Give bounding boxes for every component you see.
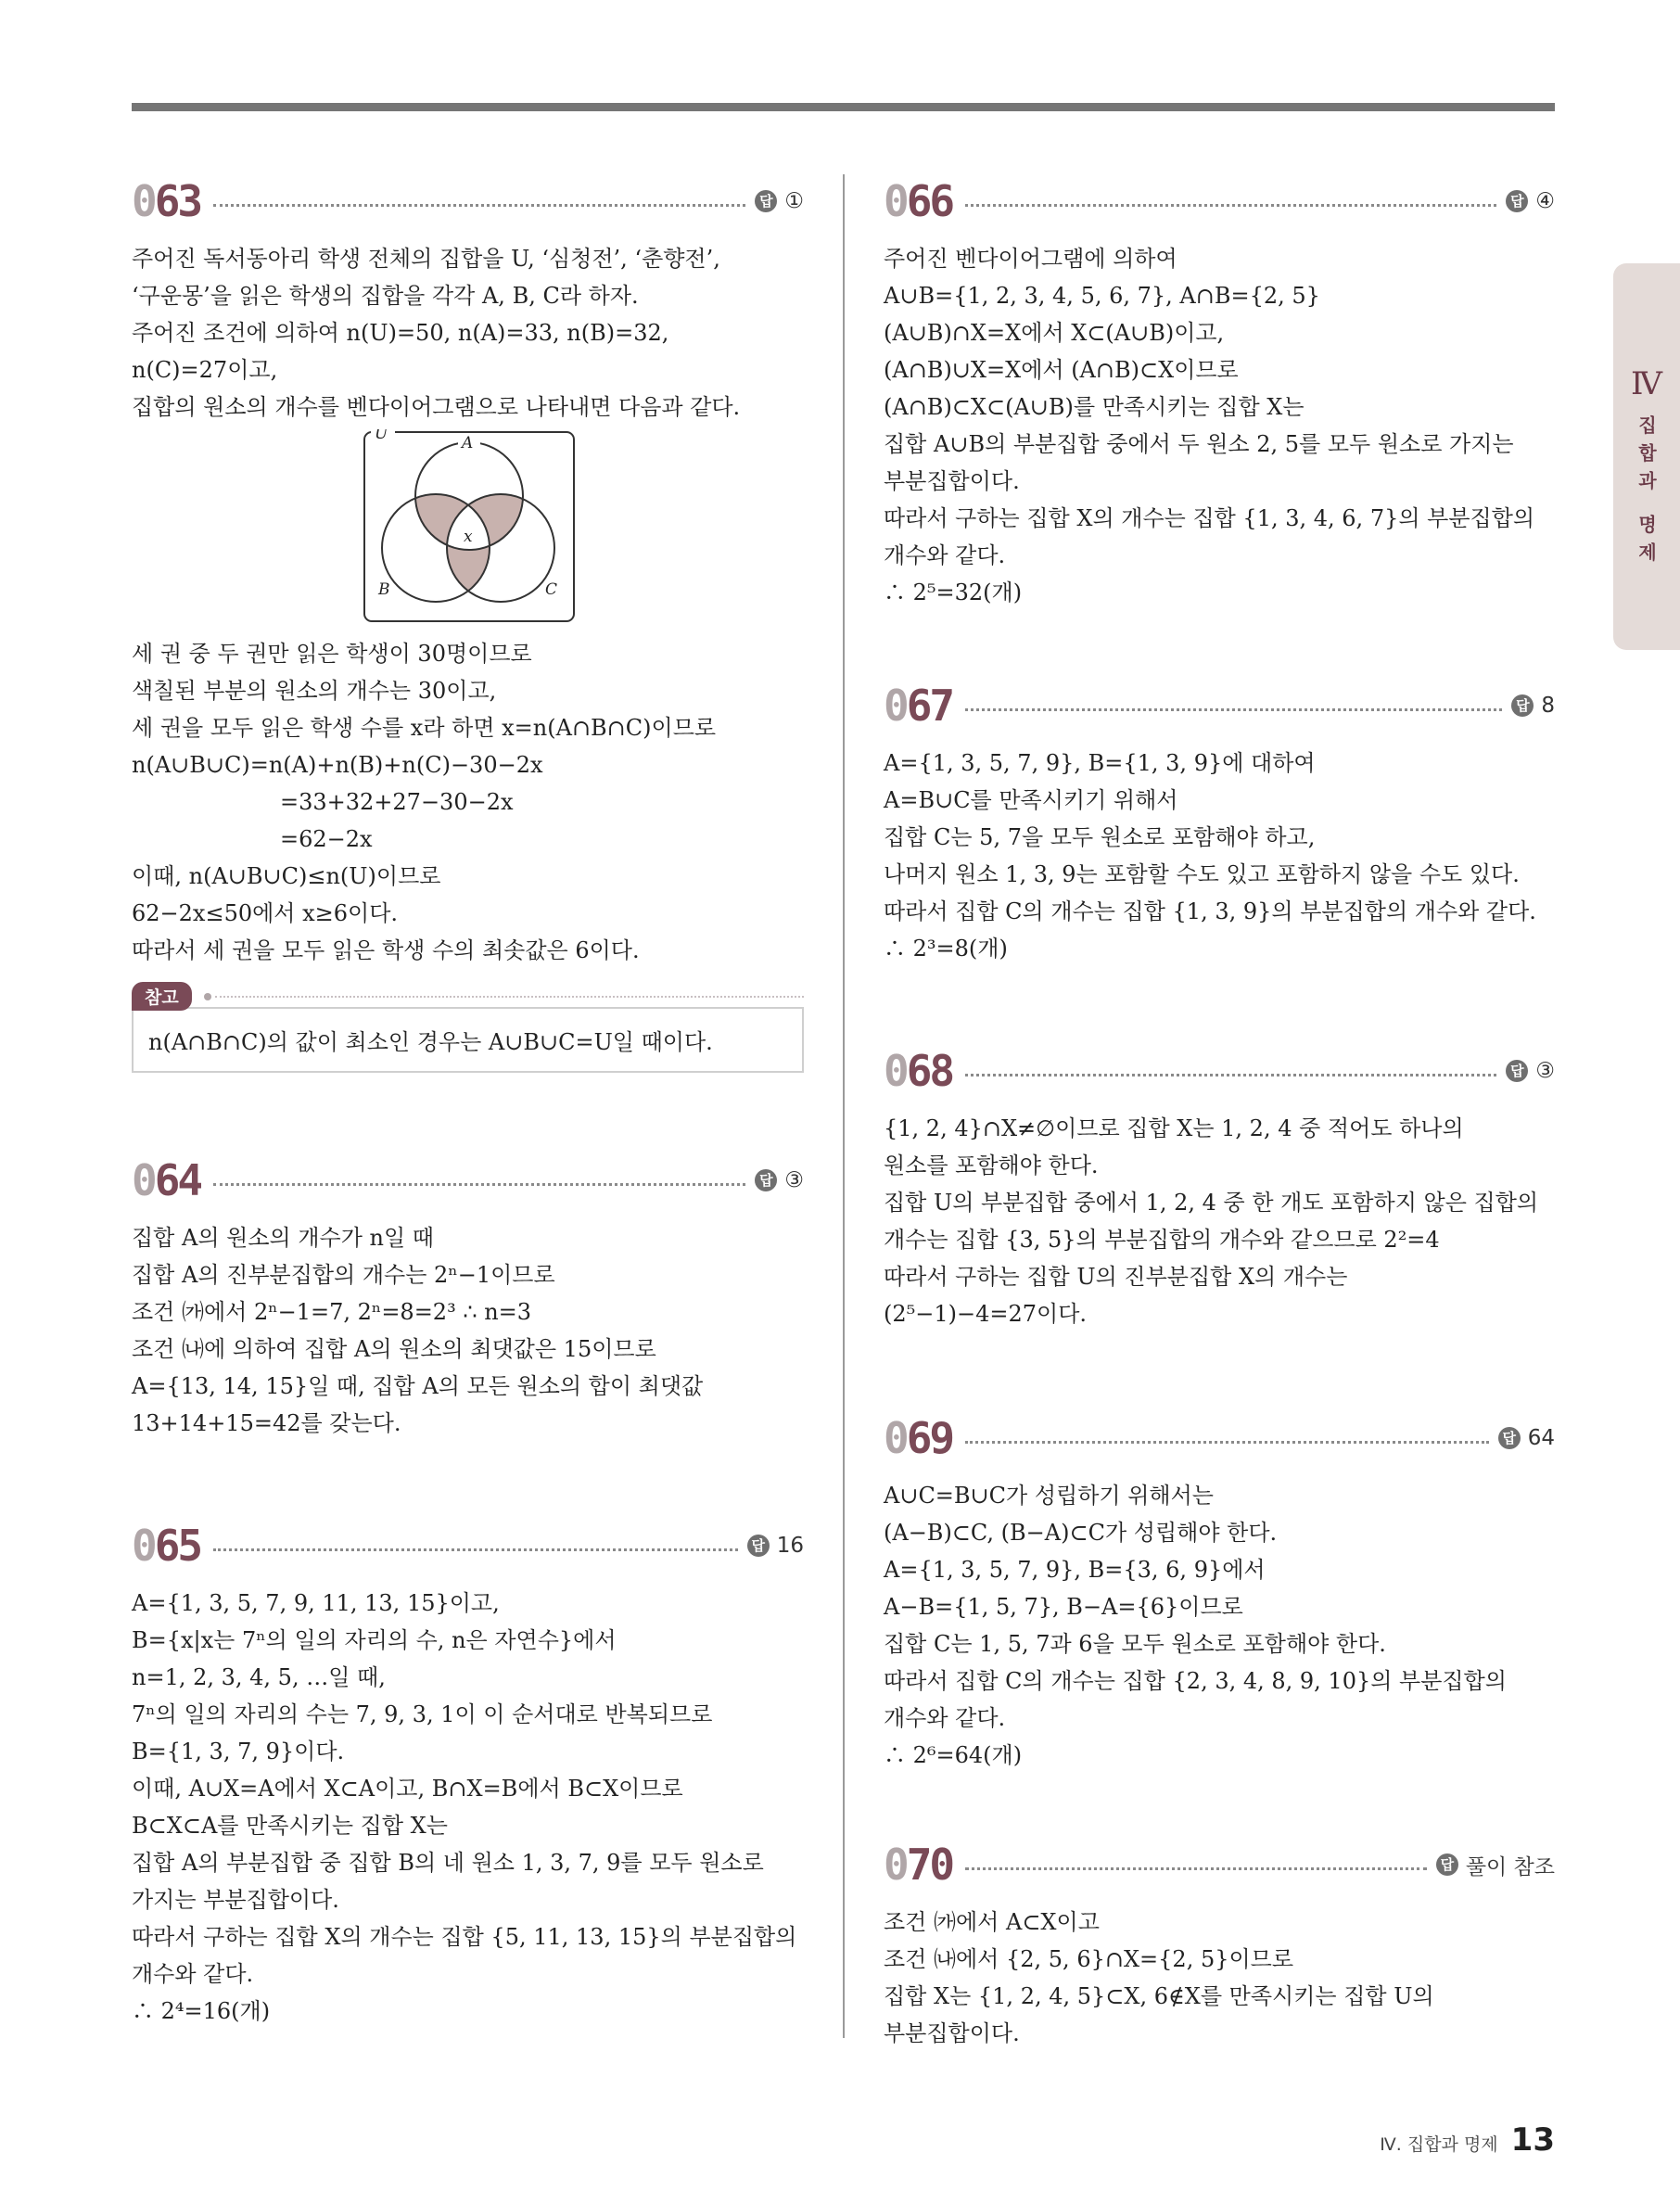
right-column (884, 172, 1555, 2052)
problem-header (884, 172, 1555, 231)
solution-line: (A−B)⊂C, (B−A)⊂C가 성립해야 한다. (884, 1520, 1278, 1546)
solution-line: 집합 A∪B의 부분집합 중에서 두 원소 2, 5를 모두 원소로 가지는 (884, 431, 1514, 457)
solution-line: 조건 ㈎에서 2ⁿ−1=7, 2ⁿ=8=2³ ∴ n=3 (132, 1299, 532, 1325)
solution-line: ‘구운몽’을 읽은 학생의 집합을 각각 A, B, C라 하자. (132, 283, 639, 309)
problem-header (132, 1151, 804, 1210)
solution-line: (A∩B)⊂X⊂(A∪B)를 만족시키는 집합 X는 (884, 394, 1305, 420)
solution-line: A={1, 3, 5, 7, 9}, B={1, 3, 9}에 대하여 (884, 750, 1316, 776)
chapter-roman-numeral: Ⅳ (1631, 365, 1662, 402)
solution-line: 개수는 집합 {3, 5}의 부분집합의 개수와 같으므로 2²=4 (884, 1227, 1440, 1253)
solution-line: 주어진 벤다이어그램에 의하여 (884, 246, 1177, 272)
label-b: B (378, 580, 390, 599)
answer-badge-icon: 답 (755, 190, 777, 212)
solution-body (132, 240, 804, 1073)
left-column (132, 172, 804, 2030)
solution-line: 따라서 구하는 집합 X의 개수는 집합 {1, 3, 4, 6, 7}의 부분집합의 (884, 505, 1535, 531)
solution-body (884, 240, 1555, 611)
answer (1436, 1850, 1555, 1880)
problem-number: 064 (132, 1155, 201, 1205)
solution-line: B⊂X⊂A를 만족시키는 집합 X는 (132, 1813, 448, 1839)
solution-line: 집합 A의 원소의 개수가 n일 때 (132, 1225, 434, 1251)
solution-line: 부분집합이다. (884, 2020, 1020, 2046)
answer (755, 1168, 804, 1192)
solution-line: A∪B={1, 2, 3, 4, 5, 6, 7}, A∩B={2, 5} (884, 283, 1320, 309)
solution-line: (A∪B)∩X=X에서 X⊂(A∪B)이고, (884, 320, 1225, 346)
dotted-leader (965, 1441, 1489, 1444)
solution-line: A=B∪C를 만족시키기 위해서 (884, 787, 1178, 813)
solution-line: 부분집합이다. (884, 468, 1020, 494)
solution-line: 따라서 구하는 집합 U의 진부분집합 X의 개수는 (884, 1264, 1348, 1290)
solution-line: 개수와 같다. (884, 1705, 1006, 1731)
answer (1506, 1059, 1555, 1083)
solution-body (132, 1585, 804, 2030)
solution-line: 조건 ㈎에서 A⊂X이고 (884, 1909, 1100, 1935)
solution-line: A={1, 3, 5, 7, 9}, B={3, 6, 9}에서 (884, 1557, 1266, 1583)
problem-header (132, 172, 804, 231)
solution-line: {1, 2, 4}∩X≠∅이므로 집합 X는 1, 2, 4 중 적어도 하나의 (884, 1115, 1464, 1141)
answer-value: ③ (784, 1168, 804, 1192)
answer-badge-icon: 답 (1506, 1060, 1528, 1082)
answer-value: 64 (1527, 1426, 1555, 1450)
problem-068 (884, 1041, 1555, 1332)
solution-body (884, 1110, 1555, 1332)
answer-badge-icon: 답 (1436, 1853, 1458, 1876)
solution-line: 집합 A의 부분집합 중 집합 B의 네 원소 1, 3, 7, 9를 모두 원소로 (132, 1850, 764, 1876)
solution-line: 색칠된 부분의 원소의 개수는 30이고, (132, 678, 497, 704)
solution-line: 따라서 집합 C의 개수는 집합 {1, 3, 9}의 부분집합의 개수와 같다. (884, 898, 1536, 924)
solution-line: 세 권을 모두 읽은 학생 수를 x라 하면 x=n(A∩B∩C)이므로 (132, 715, 717, 741)
dotted-leader (965, 708, 1502, 711)
note-box (132, 982, 804, 1073)
answer-badge-icon: 답 (1498, 1427, 1521, 1449)
solution-line: 62−2x≤50에서 x≥6이다. (132, 900, 399, 926)
solution-line: 집합 C는 1, 5, 7과 6을 모두 원소로 포함해야 한다. (884, 1631, 1386, 1657)
solution-line: 집합 A의 진부분집합의 개수는 2ⁿ−1이므로 (132, 1262, 555, 1288)
solution-line: A={13, 14, 15}일 때, 집합 A의 모든 원소의 합이 최댓값 (132, 1373, 704, 1399)
solution-line: 따라서 구하는 집합 X의 개수는 집합 {5, 11, 13, 15}의 부분집합의 (132, 1924, 797, 1950)
problem-066 (884, 172, 1555, 611)
solution-line: A={1, 3, 5, 7, 9, 11, 13, 15}이고, (132, 1590, 500, 1616)
label-c: C (545, 580, 558, 599)
answer (1498, 1426, 1555, 1450)
problem-070 (884, 1835, 1555, 2052)
dotted-leader (213, 204, 745, 207)
answer-badge-icon: 답 (1506, 190, 1528, 212)
solution-line: 조건 ㈏에 의하여 집합 A의 원소의 최댓값은 15이므로 (132, 1336, 656, 1362)
solution-line: A∪C=B∪C가 성립하기 위해서는 (884, 1483, 1214, 1509)
answer-value: ① (784, 189, 804, 213)
solution-line: (A∩B)∪X=X에서 (A∩B)⊂X이므로 (884, 357, 1239, 383)
solution-line: 주어진 조건에 의하여 n(U)=50, n(A)=33, n(B)=32, (132, 320, 669, 346)
answer (747, 1534, 804, 1558)
note-dotted-line (215, 996, 804, 998)
page-number: 13 (1510, 2121, 1555, 2159)
answer (1511, 694, 1555, 718)
dotted-leader (965, 1867, 1427, 1870)
label-x: x (464, 528, 473, 546)
solution-line: 집합 U의 부분집합 중에서 1, 2, 4 중 한 개도 포함하지 않은 집합의 (884, 1190, 1539, 1216)
problem-number: 070 (884, 1840, 953, 1890)
answer-badge-icon: 답 (1511, 694, 1534, 717)
solution-body (884, 1477, 1555, 1774)
solution-line: n(C)=27이고, (132, 357, 278, 383)
chapter-title-vertical: 집합과 명제 (1635, 415, 1658, 570)
problem-063 (132, 172, 804, 1073)
solution-line: B={1, 3, 7, 9}이다. (132, 1739, 345, 1764)
solution-body (884, 745, 1555, 967)
problem-number: 063 (132, 176, 201, 226)
solution-line: 가지는 부분집합이다. (132, 1887, 339, 1913)
problem-067 (884, 676, 1555, 967)
solution-line: A−B={1, 5, 7}, B−A={6}이므로 (884, 1594, 1243, 1620)
solution-line: ∴ 2⁴=16(개) (132, 1998, 271, 2024)
problem-number: 065 (132, 1521, 201, 1571)
solution-line: 세 권 중 두 권만 읽은 학생이 30명이므로 (132, 641, 532, 667)
answer-value: ③ (1535, 1059, 1555, 1083)
solution-line: n(A∪B∪C)=n(A)+n(B)+n(C)−30−2x (132, 752, 543, 778)
solution-line: 이때, n(A∪B∪C)≤n(U)이므로 (132, 863, 441, 889)
solution-line: 주어진 독서동아리 학생 전체의 집합을 U, ‘심청전’, ‘춘향전’, (132, 246, 720, 272)
solution-line: 조건 ㈏에서 {2, 5, 6}∩X={2, 5}이므로 (884, 1946, 1294, 1972)
problem-number: 066 (884, 176, 953, 226)
problem-064 (132, 1151, 804, 1442)
answer-value: 8 (1541, 694, 1555, 718)
solution-line: =33+32+27−30−2x (280, 789, 514, 815)
solution-body (884, 1904, 1555, 2052)
solution-line: 원소를 포함해야 한다. (884, 1153, 1099, 1178)
footer-chapter: Ⅳ. 집합과 명제 (1380, 2134, 1498, 2155)
note-tag: 참고 (132, 982, 192, 1011)
answer-value: ④ (1535, 189, 1555, 213)
solution-line: 집합 C는 5, 7을 모두 원소로 포함해야 하고, (884, 824, 1316, 850)
solution-line: =62−2x (280, 826, 373, 852)
answer-badge-icon: 답 (747, 1535, 770, 1557)
answer (755, 189, 804, 213)
solution-line: ∴ 2⁵=32(개) (884, 580, 1023, 605)
solution-line: 이때, A∪X=A에서 X⊂A이고, B∩X=B에서 B⊂X이므로 (132, 1776, 683, 1802)
solution-line: 집합의 원소의 개수를 벤다이어그램으로 나타내면 다음과 같다. (132, 394, 741, 420)
solution-line: B={x|x는 7ⁿ의 일의 자리의 수, n은 자연수}에서 (132, 1627, 617, 1653)
label-a: A (462, 434, 474, 452)
solution-body (132, 1219, 804, 1442)
dotted-leader (213, 1548, 738, 1551)
solution-line: 따라서 집합 C의 개수는 집합 {2, 3, 4, 8, 9, 10}의 부분집합의 (884, 1668, 1507, 1694)
solution-line: ∴ 2³=8(개) (884, 936, 1008, 962)
answer-value: 16 (776, 1534, 804, 1558)
answer (1506, 189, 1555, 213)
solution-line: 13+14+15=42를 갖는다. (132, 1410, 401, 1436)
solution-line: n=1, 2, 3, 4, 5, …일 때, (132, 1664, 386, 1690)
note-text: n(A∩B∩C)의 값이 최소인 경우는 A∪B∪C=U일 때이다. (132, 1007, 804, 1073)
note-dot-icon (204, 993, 211, 1000)
problem-number: 069 (884, 1413, 953, 1463)
solution-line: 7ⁿ의 일의 자리의 수는 7, 9, 3, 1이 이 순서대로 반복되므로 (132, 1701, 713, 1727)
chapter-side-tab (1613, 263, 1680, 650)
problem-number: 068 (884, 1046, 953, 1096)
problem-header (884, 1835, 1555, 1894)
answer-badge-icon: 답 (755, 1169, 777, 1191)
solution-line: 따라서 세 권을 모두 읽은 학생 수의 최솟값은 6이다. (132, 937, 640, 963)
problem-number: 067 (884, 681, 953, 731)
label-u: U (375, 429, 388, 443)
column-divider (843, 174, 845, 2038)
venn-diagram (362, 429, 577, 624)
problem-069 (884, 1408, 1555, 1774)
solution-line: 나머지 원소 1, 3, 9는 포함할 수도 있고 포함하지 않을 수도 있다. (884, 861, 1520, 887)
problem-header (884, 1408, 1555, 1468)
dotted-leader (213, 1183, 745, 1186)
solution-line: 개수와 같다. (132, 1961, 254, 1987)
problem-header (884, 676, 1555, 735)
solution-line: 집합 X는 {1, 2, 4, 5}⊂X, 6∉X를 만족시키는 집합 U의 (884, 1983, 1434, 2009)
problem-header (132, 1516, 804, 1575)
problem-065 (132, 1516, 804, 2030)
answer-value: 풀이 참조 (1465, 1854, 1555, 1879)
dotted-leader (965, 204, 1496, 207)
problem-header (884, 1041, 1555, 1101)
solution-line: 개수와 같다. (884, 542, 1006, 568)
top-rule (132, 103, 1555, 111)
solution-line: (2⁵−1)−4=27이다. (884, 1301, 1088, 1327)
solution-line: ∴ 2⁶=64(개) (884, 1742, 1023, 1768)
page-footer (1380, 2121, 1555, 2159)
dotted-leader (965, 1074, 1496, 1076)
